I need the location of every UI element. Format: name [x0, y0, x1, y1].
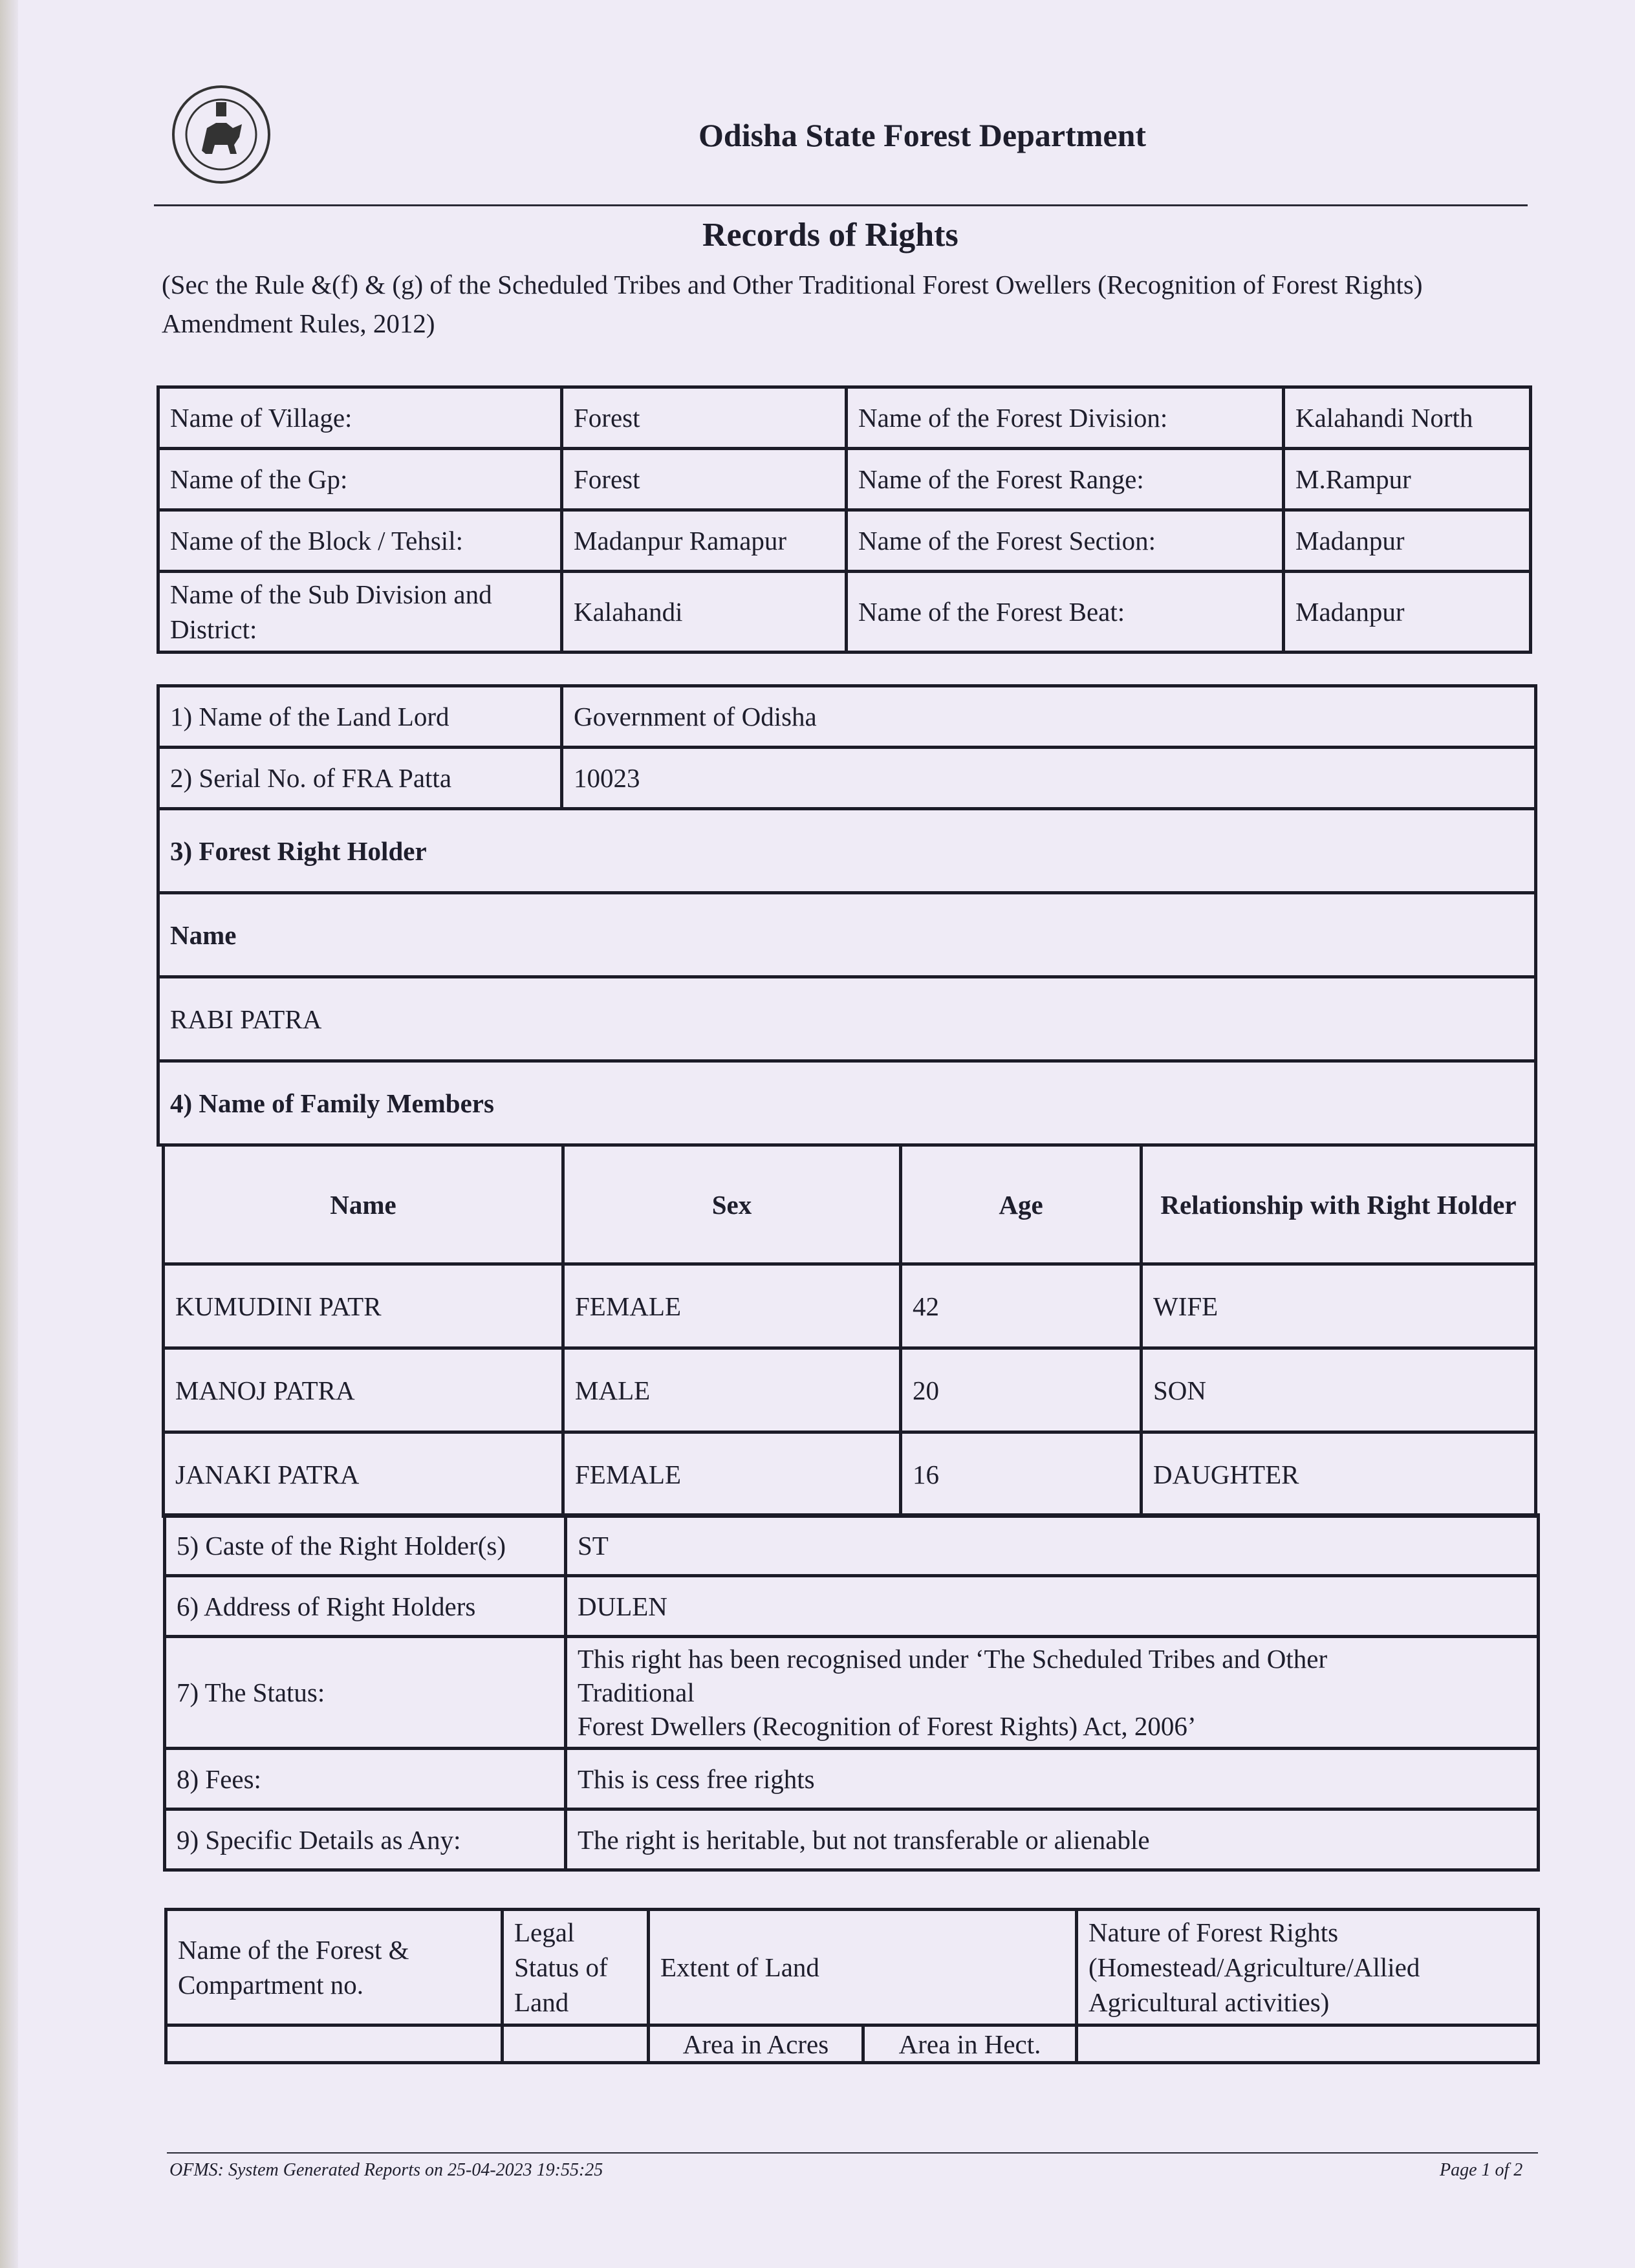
document-title: Records of Rights	[702, 217, 958, 254]
extent-of-land-header: Extent of Land	[649, 1910, 1077, 2025]
department-title: Odisha State Forest Department	[698, 117, 1147, 153]
family-header-name: Name	[164, 1145, 563, 1264]
beat-label: Name of the Forest Beat:	[847, 572, 1284, 653]
member-age: 16	[901, 1432, 1142, 1517]
division-label: Name of the Forest Division:	[847, 387, 1284, 449]
serial-value: 10023	[562, 748, 1536, 809]
generated-timestamp: OFMS: System Generated Reports on 25-04-2023 19:55:25	[169, 2160, 603, 2180]
family-header-relationship: Relationship with Right Holder	[1142, 1145, 1536, 1264]
subdivision-value: Kalahandi	[562, 572, 847, 653]
document-subtitle: (Sec the Rule &(f) & (g) of the Scheduled Tribes and Other Traditional Forest Owellers (Recognition of Forest Rights) Amendment Rules, 2012)	[162, 270, 1423, 338]
member-name: JANAKI PATRA	[164, 1432, 563, 1517]
member-age: 42	[901, 1264, 1142, 1348]
member-relationship: SON	[1142, 1348, 1536, 1432]
member-relationship: WIFE	[1142, 1264, 1536, 1348]
member-sex: FEMALE	[563, 1432, 901, 1517]
section-label: Name of the Forest Section:	[847, 510, 1284, 572]
table-row	[164, 1348, 1536, 1432]
details-table	[163, 1513, 1540, 1872]
fees-value: This is cess free rights	[566, 1749, 1539, 1809]
member-sex: FEMALE	[563, 1264, 901, 1348]
table-row	[164, 1432, 1536, 1517]
legal-status-header: Legal Status of Land	[503, 1910, 649, 2025]
scan-edge	[0, 0, 18, 2268]
status-line-2: Traditional	[578, 1678, 695, 1707]
address-label: 6) Address of Right Holders	[165, 1576, 566, 1637]
family-header-age: Age	[901, 1145, 1142, 1264]
forest-compartment-header: Name of the Forest & Compartment no.	[166, 1910, 503, 2025]
status-line-3: Forest Dwellers (Recognition of Forest Rights) Act, 2006’	[578, 1711, 1196, 1741]
status-label: 7) The Status:	[165, 1637, 566, 1749]
member-name: MANOJ PATRA	[164, 1348, 563, 1432]
status-line-1: This right has been recognised under ‘The Scheduled Tribes and Other	[578, 1644, 1328, 1674]
record-table	[157, 684, 1537, 1147]
section-value: Madanpur	[1284, 510, 1531, 572]
range-label: Name of the Forest Range:	[847, 449, 1284, 510]
village-label: Name of Village:	[158, 387, 562, 449]
block-label: Name of the Block / Tehsil:	[158, 510, 562, 572]
area-hect-header: Area in Hect.	[863, 2025, 1077, 2063]
table-row	[164, 1264, 1536, 1348]
legal-status-cell	[503, 2025, 649, 2063]
status-value	[566, 1637, 1539, 1749]
land-table	[164, 1908, 1540, 2064]
footer-divider	[167, 2152, 1538, 2154]
caste-label: 5) Caste of the Right Holder(s)	[165, 1515, 566, 1576]
family-header-sex: Sex	[563, 1145, 901, 1264]
holder-name: RABI PATRA	[158, 977, 1536, 1061]
caste-value: ST	[566, 1515, 1539, 1576]
gp-value: Forest	[562, 449, 847, 510]
serial-label: 2) Serial No. of FRA Patta	[158, 748, 562, 809]
specific-details-value: The right is heritable, but not transferable or alienable	[566, 1809, 1539, 1870]
gp-label: Name of the Gp:	[158, 449, 562, 510]
area-acres-header: Area in Acres	[649, 2025, 863, 2063]
location-table	[157, 385, 1532, 654]
nature-of-rights-header: Nature of Forest Rights (Homestead/Agriculture/Allied Agricultural activities)	[1077, 1910, 1539, 2025]
subdivision-label: Name of the Sub Division and District:	[158, 572, 562, 653]
fees-label: 8) Fees:	[165, 1749, 566, 1809]
landlord-label: 1) Name of the Land Lord	[158, 686, 562, 748]
family-table	[162, 1143, 1537, 1518]
member-sex: MALE	[563, 1348, 901, 1432]
block-value: Madanpur Ramapur	[562, 510, 847, 572]
nature-of-rights-cell	[1077, 2025, 1539, 2063]
range-value: M.Rampur	[1284, 449, 1531, 510]
header-divider	[154, 204, 1528, 206]
village-value: Forest	[562, 387, 847, 449]
name-heading: Name	[158, 893, 1536, 977]
landlord-value: Government of Odisha	[562, 686, 1536, 748]
odisha-emblem-icon	[169, 83, 273, 186]
family-heading: 4) Name of Family Members	[158, 1061, 1536, 1145]
specific-details-label: 9) Specific Details as Any:	[165, 1809, 566, 1870]
holder-heading: 3) Forest Right Holder	[158, 809, 1536, 893]
address-value: DULEN	[566, 1576, 1539, 1637]
beat-value: Madanpur	[1284, 572, 1531, 653]
member-name: KUMUDINI PATR	[164, 1264, 563, 1348]
member-age: 20	[901, 1348, 1142, 1432]
member-relationship: DAUGHTER	[1142, 1432, 1536, 1517]
forest-compartment-cell	[166, 2025, 503, 2063]
page-number: Page 1 of 2	[1440, 2160, 1523, 2180]
division-value: Kalahandi North	[1284, 387, 1531, 449]
